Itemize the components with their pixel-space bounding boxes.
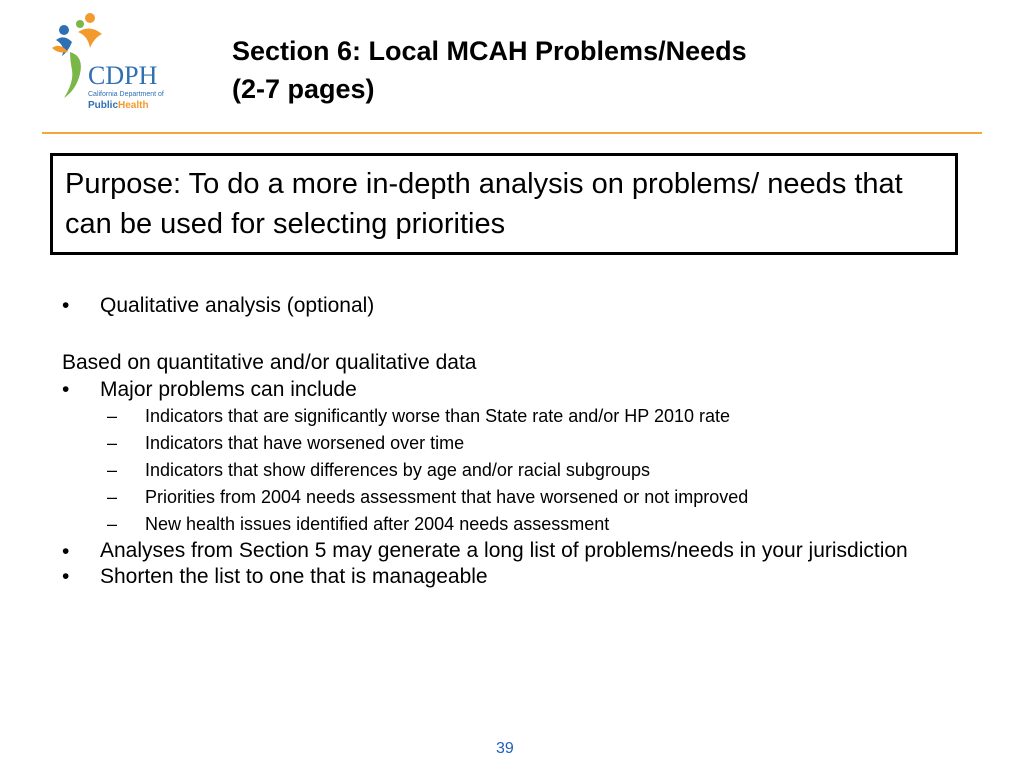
dash-icon: – — [107, 406, 118, 426]
sub-item-text: Indicators that have worsened over time — [145, 433, 465, 453]
logo-figure-green-head — [76, 20, 84, 28]
spacer — [62, 319, 982, 349]
bullet-item-analyses — [62, 538, 982, 563]
cdph-logo — [50, 12, 170, 112]
sub-item-text: Priorities from 2004 needs assessment that have worsened or not improved — [145, 487, 749, 507]
bullet-item-qualitative — [62, 292, 982, 319]
sub-item-text: Indicators that are significantly worse than State rate and/or HP 2010 rate — [145, 406, 730, 426]
purpose-box — [50, 153, 958, 255]
sub-item — [62, 430, 982, 457]
logo-swoosh-green — [64, 52, 81, 98]
logo-health: Health — [118, 100, 149, 111]
bullet-icon: • — [62, 565, 70, 588]
page-number: 39 — [496, 740, 514, 757]
slide-title — [232, 32, 932, 108]
slide-title-line1: Section 6: Local MCAH Problems/Needs — [232, 36, 747, 66]
dash-icon: – — [107, 433, 118, 453]
slide-title-line2: (2-7 pages) — [232, 74, 375, 104]
bullet-icon: • — [62, 378, 70, 401]
sub-item — [62, 457, 982, 484]
logo-abbr: CDPH — [88, 61, 158, 90]
bullet-text: Shorten the list to one that is manageable — [100, 565, 488, 588]
sub-item — [62, 403, 982, 430]
dash-icon: – — [107, 514, 118, 534]
sub-item-text: Indicators that show differences by age and/or racial subgroups — [145, 460, 650, 480]
bullet-item-major-problems — [62, 376, 982, 403]
intro-line: Based on quantitative and/or qualitative data — [62, 351, 477, 374]
logo-figure-orange-body — [78, 28, 102, 48]
bullet-text: Qualitative analysis (optional) — [100, 294, 375, 317]
logo-org-line1: California Department of — [88, 91, 164, 98]
slide-body — [62, 292, 982, 590]
sub-item-text: New health issues identified after 2004 needs assessment — [145, 514, 610, 534]
dash-icon: – — [107, 460, 118, 480]
title-divider — [42, 132, 982, 134]
logo-public-health — [88, 100, 149, 111]
logo-public: Public — [88, 100, 119, 111]
bullet-text: Analyses from Section 5 may generate a long list of problems/needs in your jurisdiction — [100, 539, 908, 562]
sub-item — [62, 484, 982, 511]
bullet-item-shorten — [62, 563, 982, 590]
bullet-icon: • — [62, 540, 70, 563]
dash-icon: – — [107, 487, 118, 507]
sub-item — [62, 511, 982, 538]
logo-figure-orange-head — [85, 13, 95, 23]
bullet-text: Major problems can include — [100, 378, 357, 401]
logo-figure-blue-head — [59, 25, 69, 35]
bullet-icon: • — [62, 294, 70, 317]
purpose-text: Purpose: To do a more in-depth analysis on problems/ needs that can be used for selecting priorities — [65, 168, 903, 240]
